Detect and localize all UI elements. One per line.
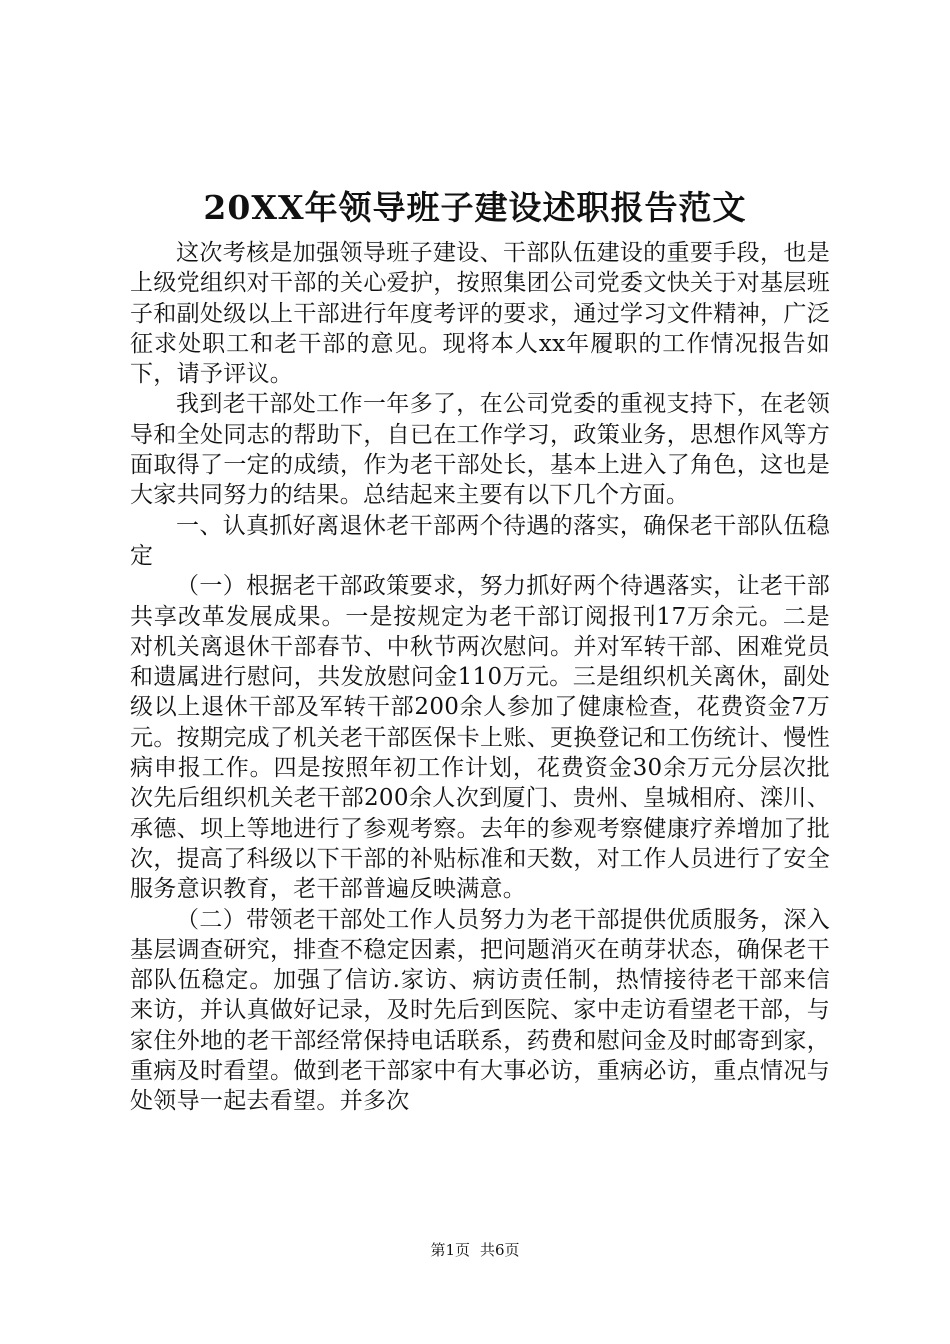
section-heading-1: 一、认真抓好离退休老干部两个待遇的落实，确保老干部队伍稳定: [130, 512, 830, 569]
page-total: 共6页: [480, 1241, 520, 1259]
paragraph-intro: 这次考核是加强领导班子建设、干部队伍建设的重要手段，也是上级党组织对干部的关心爱护，按照集团公司党委文快关于对基层班子和副处级以上干部进行年度考评的要求，通过学习文件精神，广泛征求处职工和老干部的意见。现将本人xx年履职的工作情况报告如下，请予评议。: [130, 240, 830, 388]
paragraph-overview: 我到老干部处工作一年多了，在公司党委的重视支持下，在老领导和全处同志的帮助下，自已在工作学习，政策业务，思想作风等方面取得了一定的成绩，作为老干部处长，基本上进入了角色，这也是大家共同努力的结果。总结起来主要有以下几个方面。: [130, 391, 830, 509]
paragraph-subsection-2: （二）带领老干部处工作人员努力为老干部提供优质服务，深入基层调查研究，排查不稳定因素，把问题消灭在萌芽状态，确保老干部队伍稳定。加强了信访.家访、病访责任制，热情接待老干部来信来访，并认真做好记录，及时先后到医院、家中走访看望老干部，与家住外地的老干部经常保持电话联系，药费和慰问金及时邮寄到家，重病及时看望。做到老干部家中有大事必访，重病必访，重点情况与处领导一起去看望。并多次: [130, 906, 830, 1115]
paragraph-subsection-1: （一）根据老干部政策要求，努力抓好两个待遇落实，让老干部共享改革发展成果。一是按规定为老干部订阅报刊17万余元。二是对机关离退休干部春节、中秋节两次慰问。并对军转干部、困难党员和遗属进行慰问，共发放慰问金110万元。三是组织机关离休，副处级以上退休干部及军转干部200余人参加了健康检查，花费资金7万元。按期完成了机关老干部医保卡上账、更换登记和工伤统计、慢性病申报工作。四是按照年初工作计划，花费资金30余万元分层次批次先后组织机关老干部200余人次到厦门、贵州、皇城相府、滦川、承德、坝上等地进行了参观考察。去年的参观考察健康疗养增加了批次，提高了科级以下干部的补贴标准和天数，对工作人员进行了安全服务意识教育，老干部普遍反映满意。: [130, 573, 830, 903]
page-footer: [0, 1240, 950, 1260]
document-body: [130, 238, 830, 1117]
page-number: 第1页: [430, 1241, 470, 1259]
document-title: 20XX年领导班子建设述职报告范文: [203, 188, 747, 227]
